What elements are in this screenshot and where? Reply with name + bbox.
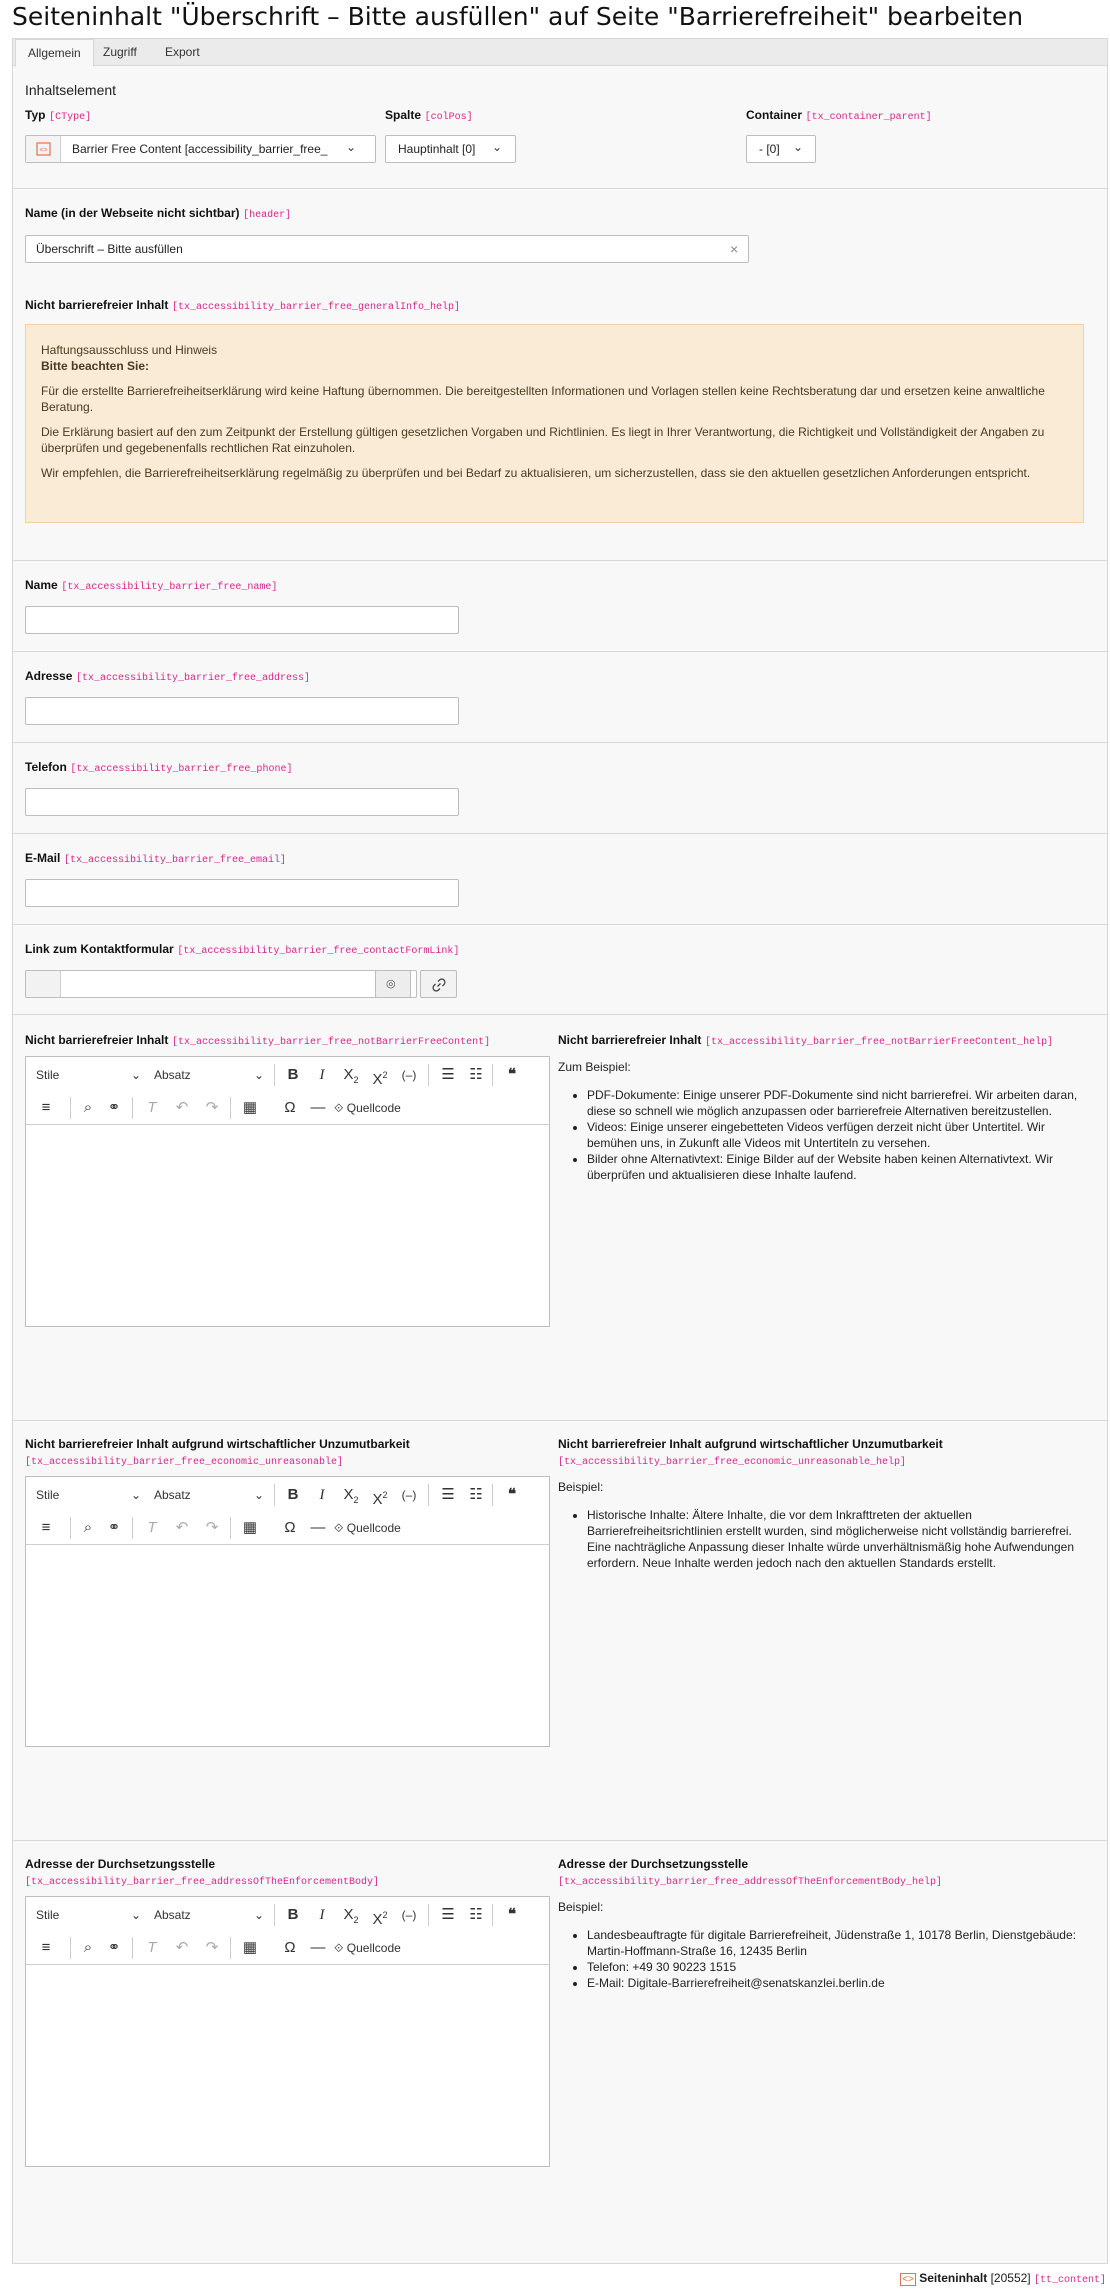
horizontal-line-button[interactable]: — [310, 1519, 326, 1536]
bold-button[interactable]: B [287, 1906, 299, 1923]
rte3-help: Beispiel: • Landesbeauftragte für digitale Barrierefreiheit, Jüdenstraße 1, 10178 Berlin, Dienstgebäude: Martin-Hoffmann-Straße 16, 12435 Berlin • Telefon: +49 30 90223 1515 • E-Mail: Digitale-Barrierefreiheit@senatskanzlei.berlin.de [558, 1899, 1078, 1991]
remove-format-button[interactable]: T [147, 1939, 157, 1956]
spalte-label: Spalte [colPos] [385, 108, 473, 123]
rte1-editor[interactable] [25, 1056, 550, 1327]
divider [13, 924, 1107, 925]
italic-button[interactable]: I [319, 1487, 325, 1503]
email-input[interactable] [25, 879, 459, 907]
rte2-help-label: Nicht barrierefreier Inhalt aufgrund wirtschaftlicher Unzumutbarkeit [tx_accessibility_barrier_free_economic_unreasonable_help] [558, 1437, 943, 1468]
help-item: • Telefon: +49 30 90223 1515 [587, 1959, 1078, 1975]
align-button[interactable]: ≡ [41, 1519, 51, 1536]
tab-zugriff[interactable]: Zugriff [103, 45, 137, 59]
tab-allgemein[interactable]: Allgemein [15, 39, 94, 67]
subscript-button[interactable]: $X_2$ [343, 1066, 359, 1085]
notice-paragraph: Wir empfehlen, die Barrierefreiheitserklärung regelmäßig zu überprüfen und bei Bedarf zu aktualisieren, um sicherzustellen, dass sie den aktuellen gesetzlichen Anforderungen entspricht. [41, 466, 1031, 480]
rte3-help-label: Adresse der Durchsetzungsstelle [tx_accessibility_barrier_free_addressOfTheEnforcementBody_help] [558, 1857, 943, 1888]
chevron-down-icon: ⌄ [346, 140, 357, 154]
help-item: • Landesbeauftragte für digitale Barrierefreiheit, Jüdenstraße 1, 10178 Berlin, Dienstgebäude: Martin-Hoffmann-Straße 16, 12435 Berlin [587, 1927, 1078, 1959]
numbered-list-button[interactable]: ☷ [469, 1066, 483, 1083]
undo-button[interactable]: ↶ [175, 1099, 189, 1116]
edit-form [12, 38, 1108, 2264]
svg-text:<>: <> [39, 147, 48, 154]
remove-format-button[interactable]: T [147, 1519, 157, 1536]
spalte-select[interactable]: Hauptinhalt [0] ⌄ [385, 135, 516, 163]
style-select[interactable]: Stile ⌄ [36, 1908, 142, 1922]
italic-button[interactable]: I [319, 1907, 325, 1923]
numbered-list-button[interactable]: ☷ [469, 1486, 483, 1503]
divider [13, 833, 1107, 834]
blockquote-button[interactable]: ❝ [507, 1486, 517, 1503]
help-item: • PDF-Dokumente: Einige unserer PDF-Dokumente sind nicht barrierefrei. Wir arbeiten daran, diese so schnell wie möglich anzupassen oder barrierefreie Alternativen bereitzustellen. [587, 1087, 1078, 1119]
superscript-button[interactable]: $X^2$ [372, 1070, 388, 1088]
divider [13, 1840, 1107, 1841]
record-footer: <> Seiteninhalt [20552] [tt_content] [902, 2271, 1106, 2286]
table-button[interactable]: ▦ [242, 1939, 258, 1956]
help-item: • Bilder ohne Alternativtext: Einige Bilder auf der Website haben keinen Alternativtext. Wir überprüfen und aktualisieren diese Inhalte laufend. [587, 1151, 1078, 1183]
page-title: Seiteninhalt "Überschrift – Bitte ausfüllen" auf Seite "Barrierefreiheit" bearbeiten [12, 2, 1024, 31]
superscript-button[interactable]: $X^2$ [372, 1490, 388, 1508]
blockquote-button[interactable]: ❝ [507, 1066, 517, 1083]
content-element-icon: <> [902, 2274, 914, 2285]
style-select[interactable]: Stile ⌄ [36, 1488, 142, 1502]
chevron-down-icon: ⌄ [492, 140, 503, 154]
redo-button[interactable]: ↷ [205, 1519, 219, 1536]
typ-select[interactable]: <> Barrier Free Content [accessibility_barrier_free_ ⌄ [25, 135, 376, 163]
help-item: • Videos: Einige unserer eingebetteten Videos verfügen derzeit nicht über Untertitel. Wir bemühen uns, in Zukunft alle Videos mit Untertiteln zu versehen. [587, 1119, 1078, 1151]
phone-input[interactable] [25, 788, 459, 816]
rte-toolbar [26, 1897, 549, 1965]
numbered-list-button[interactable]: ☷ [469, 1906, 483, 1923]
horizontal-line-button[interactable]: — [310, 1099, 326, 1116]
special-char-button[interactable]: Ω [284, 1099, 296, 1116]
chevron-down-icon: ⌄ [793, 140, 804, 154]
rte1-label: Nicht barrierefreier Inhalt [tx_accessibility_barrier_free_notBarrierFreeContent] [25, 1033, 491, 1048]
rte-toolbar [26, 1477, 549, 1545]
superscript-button[interactable]: $X^2$ [372, 1910, 388, 1928]
bullet-list-button[interactable]: ☰ [441, 1906, 455, 1923]
format-select[interactable]: Absatz ⌄ [154, 1908, 265, 1922]
format-select[interactable]: Absatz ⌄ [154, 1068, 265, 1082]
soft-hyphen-button[interactable]: (–) [401, 1908, 417, 1922]
rte3-label: Adresse der Durchsetzungsstelle [tx_accessibility_barrier_free_addressOfTheEnforcementBody] [25, 1857, 380, 1888]
help-item: • E-Mail: Digitale-Barrierefreiheit@senatskanzlei.berlin.de [587, 1975, 1078, 1991]
notice-bold: Bitte beachten Sie: [41, 359, 150, 373]
section-title: Inhaltselement [25, 82, 117, 98]
address-input[interactable] [25, 697, 459, 725]
bold-button[interactable]: B [287, 1066, 299, 1083]
subscript-button[interactable]: $X_2$ [343, 1906, 359, 1925]
address-label: Adresse [tx_accessibility_barrier_free_address] [25, 669, 311, 684]
contact-label: Link zum Kontaktformular [tx_accessibility_barrier_free_contactFormLink] [25, 942, 460, 957]
typ-label: Typ [CType] [25, 108, 92, 123]
link-browser-button[interactable] [420, 970, 457, 998]
find-replace-button[interactable]: ⌕ [83, 1939, 93, 1956]
container-select[interactable]: - [0] ⌄ [746, 135, 816, 163]
remove-format-button[interactable]: T [147, 1099, 157, 1116]
bullet-list-button[interactable]: ☰ [441, 1066, 455, 1083]
disclaimer-notice [25, 324, 1084, 523]
link-type-icon [26, 971, 61, 997]
header-input[interactable]: Überschrift – Bitte ausfüllen × [25, 235, 749, 263]
source-button[interactable]: ⟐ Quellcode [334, 1521, 401, 1535]
blockquote-button[interactable]: ❝ [507, 1906, 517, 1923]
link-button[interactable]: ⚭ [107, 1939, 121, 1956]
clear-icon[interactable]: × [730, 241, 739, 257]
notice-paragraph: Die Erklärung basiert auf den zum Zeitpunkt der Erstellung gültigen gesetzlichen Vorgaben und Richtlinien. Es liegt in Ihrer Verantwortung, die Richtigkeit und Vollständigkeit der Angaben zu überprüfen und gegebenenfalls rechtlichen Rat einzuholen. [41, 425, 1045, 455]
rte2-label: Nicht barrierefreier Inhalt aufgrund wirtschaftlicher Unzumutbarkeit [tx_accessibility_barrier_free_economic_unreasonable] [25, 1437, 410, 1468]
horizontal-line-button[interactable]: — [310, 1939, 326, 1956]
table-button[interactable]: ▦ [242, 1519, 258, 1536]
divider [13, 188, 1107, 189]
find-replace-button[interactable]: ⌕ [83, 1519, 93, 1536]
divider [13, 1014, 1107, 1015]
align-button[interactable]: ≡ [41, 1099, 51, 1116]
special-char-button[interactable]: Ω [284, 1519, 296, 1536]
link-icon [432, 978, 446, 992]
header-label: Name (in der Webseite nicht sichtbar) [header] [25, 206, 292, 221]
phone-label: Telefon [tx_accessibility_barrier_free_phone] [25, 760, 293, 775]
undo-button[interactable]: ↶ [175, 1939, 189, 1956]
eye-icon: ◎ [386, 978, 396, 990]
help-item: • Historische Inhalte: Ältere Inhalte, die vor dem Inkrafttreten der aktuellen Barrierefreiheitsrichtlinien erstellt wurden, sind möglicherweise nicht vollständig barrierefrei. Eine nachträgliche Anpassung dieser Inhalte würde unverhältnismäßig hohe Aufwendungen erfordern. Neue Inhalte werden jedoch nach den aktuellen Standards erstellt. [587, 1507, 1078, 1571]
soft-hyphen-button[interactable]: (–) [401, 1488, 417, 1502]
source-button[interactable]: ⟐ Quellcode [334, 1101, 401, 1115]
rte1-help-label: Nicht barrierefreier Inhalt [tx_accessibility_barrier_free_notBarrierFreeContent_help] [558, 1033, 1054, 1048]
format-select[interactable]: Absatz ⌄ [154, 1488, 265, 1502]
content-element-icon [26, 136, 61, 162]
link-details-button[interactable] [375, 970, 411, 998]
source-button[interactable]: ⟐ Quellcode [334, 1941, 401, 1955]
divider [13, 560, 1107, 561]
bold-button[interactable]: B [287, 1486, 299, 1503]
email-label: E-Mail [tx_accessibility_barrier_free_email] [25, 851, 287, 866]
subscript-button[interactable]: $X_2$ [343, 1486, 359, 1505]
tab-export[interactable]: Export [165, 45, 200, 59]
name-label: Name [tx_accessibility_barrier_free_name] [25, 578, 278, 593]
rte3-editor[interactable] [25, 1896, 550, 2167]
notice-heading: Haftungsausschluss und Hinweis [41, 343, 218, 357]
source-icon: ⟐ [334, 1941, 347, 1955]
notice-paragraph: Für die erstellte Barrierefreiheitserklärung wird keine Haftung übernommen. Die bereitgestellten Informationen und Vorlagen stellen keine Rechtsberatung dar und ersetzen keine anwaltliche Beratung. [41, 384, 1045, 414]
container-label: Container [tx_container_parent] [746, 108, 932, 123]
special-char-button[interactable]: Ω [284, 1939, 296, 1956]
divider [13, 1420, 1107, 1421]
tab-bar [13, 39, 1107, 66]
source-icon: ⟐ [334, 1101, 347, 1115]
redo-button[interactable]: ↷ [205, 1099, 219, 1116]
table-button[interactable]: ▦ [242, 1099, 258, 1116]
general-info-label: Nicht barrierefreier Inhalt [tx_accessibility_barrier_free_generalInfo_help] [25, 298, 461, 313]
align-button[interactable]: ≡ [41, 1939, 51, 1956]
undo-button[interactable]: ↶ [175, 1519, 189, 1536]
style-select[interactable]: Stile ⌄ [36, 1068, 142, 1082]
rte2-help: Beispiel: • Historische Inhalte: Ältere Inhalte, die vor dem Inkrafttreten der aktuellen Barrierefreiheitsrichtlinien erstellt wurden, sind möglicherweise nicht vollständig barrierefrei. Eine nachträgliche Anpassung dieser Inhalte würde unverhältnismäßig hohe Aufwendungen erfordern. Neue Inhalte werden jedoch nach den aktuellen Standards erstellt. [558, 1479, 1078, 1571]
rte-toolbar [26, 1057, 549, 1125]
soft-hyphen-button[interactable]: (–) [401, 1068, 417, 1082]
contact-link-input[interactable] [25, 970, 417, 998]
source-icon: ⟐ [334, 1521, 347, 1535]
bullet-list-button[interactable]: ☰ [441, 1486, 455, 1503]
redo-button[interactable]: ↷ [205, 1939, 219, 1956]
divider [13, 651, 1107, 652]
name-input[interactable] [25, 606, 459, 634]
rte1-help: Zum Beispiel: • PDF-Dokumente: Einige unserer PDF-Dokumente sind nicht barrierefrei. Wir arbeiten daran, diese so schnell wie möglich anzupassen oder barrierefreie Alternativen bereitzustellen. • Videos: Einige unserer eingebetteten Videos verfügen derzeit nicht über Untertitel. Wir bemühen uns, in Zukunft alle Videos mit Untertiteln zu versehen. • Bilder ohne Alternativtext: Einige Bilder auf der Website haben keinen Alternativtext. Wir überprüfen und aktualisieren diese Inhalte laufend. [558, 1059, 1078, 1183]
divider [13, 742, 1107, 743]
find-replace-button[interactable]: ⌕ [83, 1099, 93, 1116]
link-button[interactable]: ⚭ [107, 1099, 121, 1116]
italic-button[interactable]: I [319, 1067, 325, 1083]
link-button[interactable]: ⚭ [107, 1519, 121, 1536]
rte2-editor[interactable] [25, 1476, 550, 1747]
